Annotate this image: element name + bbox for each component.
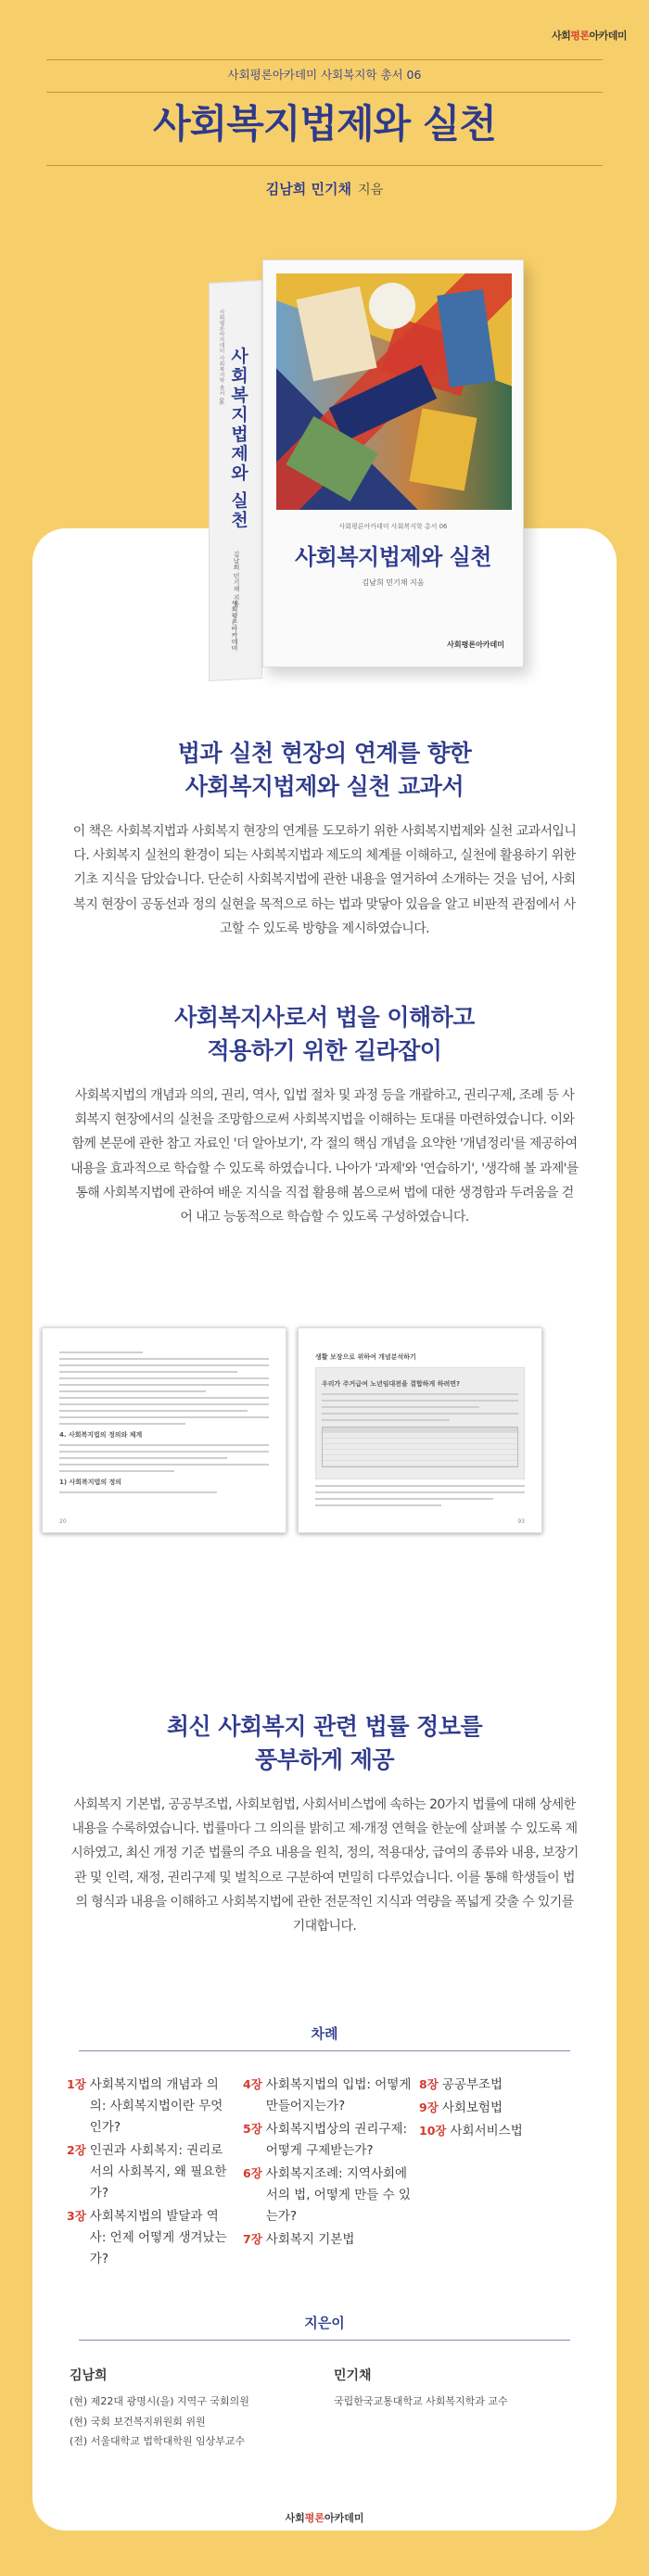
intro-section-2 xyxy=(32,1001,617,1229)
book-mockup xyxy=(209,260,524,681)
sample-pages xyxy=(42,1327,542,1533)
sample-right-header: 생활 보장으로 위하여 개념분석하기 xyxy=(315,1353,416,1361)
section-1-heading: 법과 실천 현장의 연계를 향한 사회복지법제와 실천 교과서 xyxy=(177,740,472,800)
cover-title: 사회복지법제와 실천 xyxy=(294,544,491,570)
header-top-rule xyxy=(46,59,603,60)
spine-title: 사회복지법제와 실천 xyxy=(228,346,248,531)
author-bio-line: (전) 서울대학교 법학대학원 임상부교수 xyxy=(70,2435,246,2448)
author-bio-line: (현) 국회 보건복지위원회 위원 xyxy=(70,2415,206,2428)
author-min xyxy=(334,2364,584,2412)
toc-item: 3장 사회복지법의 발달과 역사: 언제 어떻게 생겨났는가? xyxy=(67,2208,227,2266)
sample-left-heading-2: 1) 사회복지법의 정의 xyxy=(59,1478,122,1486)
author-name: 김남희 xyxy=(70,2368,108,2383)
cover-authors: 김남희 민기채 지음 xyxy=(362,578,425,587)
author-role: 지음 xyxy=(358,183,384,198)
section-1-body: 이 책은 사회복지법과 사회복지 현장의 연계를 도모하기 위한 사회복지법제와 실천 교과서입니다. 사회복지 실천의 환경이 되는 사회복지법과 제도의 체계를 이해하고, 실천에 활용하기 위한 기초 지식을 담았습니다. 단순히 사회복지법에 관한 내용을 열거하여 소개하는 것을 넘어, 사회복지 현장이 공동선과 정의 실현을 목적으로 하는 법과 맞닿아 있음을 알고 비판적 관점에서 사고할 수 있도록 방향을 제시하였습니다. xyxy=(72,824,577,936)
author-line xyxy=(46,179,603,198)
sample-left-page-number: 20 xyxy=(59,1518,67,1525)
author-name: 민기채 xyxy=(334,2368,372,2383)
authors-title: 지은이 xyxy=(304,2315,345,2331)
cover-artwork xyxy=(276,273,512,510)
toc-item: 6장 사회복지조례: 지역사회에서의 법, 어떻게 만들 수 있는가? xyxy=(243,2165,411,2224)
author-bio-line: (현) 제22대 광명시(을) 지역구 국회의원 xyxy=(70,2395,249,2408)
intro-section-3 xyxy=(32,1710,617,1938)
sample-right-table xyxy=(322,1427,518,1467)
toc-item: 9장 사회보험법 xyxy=(419,2100,503,2115)
author-bio-line: 국립한국교통대학교 사회복지학과 교수 xyxy=(334,2395,508,2408)
book-cover xyxy=(262,260,524,667)
sample-page-left xyxy=(42,1327,286,1533)
intro-section-1 xyxy=(32,737,617,941)
section-2-body: 사회복지법의 개념과 의의, 권리, 역사, 입법 절차 및 과정 등을 개괄하고, 권리구제, 조례 등 사회복지 현장에서의 실천을 조망함으로써 사회복지법을 이해하는 토대를 마련하였습니다. 이와 함께 본문에 관한 참고 자료인 '더 알아보기', 각 절의 핵심 개념을 요약한 '개념정리'를 제공하여 내용을 효과적으로 학습할 수 있도록 하였습니다. 나아가 '과제'와 '연습하기', '생각해 볼 과제'를 통해 사회복지법에 관하여 배운 지식을 직접 활용해 봄으로써 법에 대한 생경함과 두려움을 걷어 내고 능동적으로 학습할 수 있도록 구성하였습니다. xyxy=(70,1088,579,1225)
book-title: 사회복지법제와 실천 xyxy=(153,101,496,146)
cover-series: 사회평론아카데미 사회복지학 총서 06 xyxy=(338,523,448,530)
section-3-body: 사회복지 기본법, 공공부조법, 사회보험법, 사회서비스법에 속하는 20가지 법률에 대해 상세한 내용을 수록하였습니다. 법률마다 그 의의를 밝히고 제·개정 연혁을 한눈에 살펴볼 수 있도록 제시하였고, 최신 개정 기준 법률의 주요 내용을 원칙, 정의, 적용대상, 급여의 종류와 내용, 보장기관 및 인력, 재정, 권리구제 및 벌칙으로 구분하여 면밀히 다루었습니다. 이를 통해 학생들이 법의 형식과 내용을 이해하고 사회복지법에 관한 전문적인 지식과 역량을 폭넓게 갖출 수 있기를 기대합니다. xyxy=(70,1797,579,1934)
header-bottom-rule xyxy=(46,165,603,166)
spine-authors: 김남희 민기채 지음 xyxy=(233,551,240,608)
toc-item: 4장 사회복지법의 입법: 어떻게 만들어지는가? xyxy=(243,2077,412,2113)
sample-right-box-title: 우리가 주거급여 노년임대전을 결합하게 하려면? xyxy=(322,1380,461,1388)
toc-item: 10장 사회서비스법 xyxy=(419,2123,523,2138)
authors-rule xyxy=(79,2340,570,2341)
toc-column-3 xyxy=(419,2075,577,2142)
cover-publisher: 사회평론아카데미 xyxy=(447,641,504,649)
series-label: 사회평론아카데미 사회복지학 총서 06 xyxy=(227,68,422,82)
publisher-logo-top: 사회평론아카데미 xyxy=(551,30,627,42)
book-header xyxy=(46,59,603,198)
author-names: 김남희 민기채 xyxy=(265,181,351,198)
sample-left-heading-1: 4. 사회복지법의 정의와 체계 xyxy=(59,1431,143,1439)
toc-item: 2장 인권과 사회복지: 권리로서의 사회복지, 왜 필요한가? xyxy=(67,2142,227,2201)
author-kim xyxy=(70,2364,311,2452)
toc-item: 8장 공공부조법 xyxy=(419,2077,503,2092)
sample-right-box xyxy=(315,1367,525,1479)
toc-column-1 xyxy=(67,2075,234,2269)
section-3-heading: 최신 사회복지 관련 법률 정보를 풍부하게 제공 xyxy=(166,1713,483,1773)
toc-item: 5장 사회복지법상의 권리구제: 어떻게 구제받는가? xyxy=(243,2121,408,2158)
sample-right-page-number: 93 xyxy=(517,1518,525,1525)
toc-item: 1장 사회복지법의 개념과 의의: 사회복지법이란 무엇인가? xyxy=(67,2077,223,2135)
toc-title: 차례 xyxy=(311,2025,338,2042)
publisher-logo-bottom: 사회평론아카데미 xyxy=(285,2512,364,2524)
header-mid-rule xyxy=(46,92,603,93)
toc-rule xyxy=(79,2050,570,2051)
spine-series: 사회평론아카데미 사회복지학 총서 06 xyxy=(218,309,224,405)
toc-item: 7장 사회복지 기본법 xyxy=(243,2231,355,2247)
sample-page-right xyxy=(298,1327,542,1533)
book-spine xyxy=(209,280,262,681)
toc-column-2 xyxy=(243,2075,419,2251)
section-2-heading: 사회복지사로서 법을 이해하고 적용하기 위한 길라잡이 xyxy=(174,1004,475,1064)
spine-publisher: 사회평론아카데미 xyxy=(231,599,238,652)
